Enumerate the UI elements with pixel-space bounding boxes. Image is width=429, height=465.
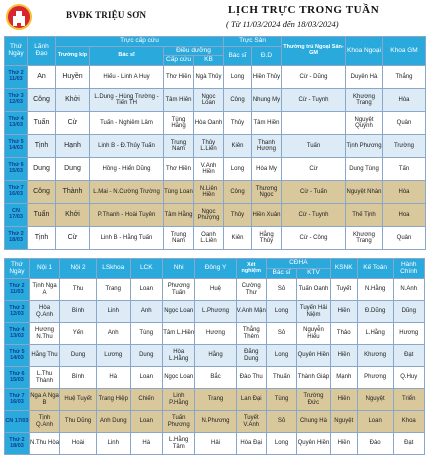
- lanh-dao-cell: Tịnh: [28, 135, 56, 158]
- xet-nghiem-cell: Đăng Dung: [236, 345, 266, 367]
- lskhoa-cell: Hà: [96, 367, 130, 389]
- truong-kip-cell: Huyền: [56, 66, 90, 89]
- san-bac-si-cell: Công: [224, 181, 252, 204]
- table-row: [5, 345, 425, 367]
- nhi-cell: Ngọc Loan: [163, 301, 195, 323]
- bac-si-cell: Tuấn - Nghiêm Lâm: [90, 112, 164, 135]
- header-truong-kip: Trưởng kíp: [56, 47, 90, 66]
- hanh-chinh-cell: Khoa: [393, 411, 424, 433]
- ksnk-cell: Hiền: [330, 389, 357, 411]
- bac-si-cell: Hiếu - Linh A Huy: [90, 66, 164, 89]
- lskhoa-cell: Trang: [96, 279, 130, 301]
- nhi-cell: Tuấn Phương: [163, 411, 195, 433]
- table-row: [5, 301, 425, 323]
- lck-cell: Dung: [130, 345, 162, 367]
- hanh-chinh-cell: N.Anh: [393, 279, 424, 301]
- hanh-chinh-cell: Đạt: [393, 345, 424, 367]
- day-cell: Thứ 2 11/03: [5, 66, 28, 89]
- header-khoa-ngoai: Khoa Ngoại: [346, 37, 383, 66]
- lskhoa-cell: Linh: [96, 301, 130, 323]
- lskhoa-cell: Anh Dung: [96, 411, 130, 433]
- ksnk-cell: Hiền: [330, 433, 357, 455]
- day-cell: CN 17/03: [5, 411, 30, 433]
- khoa-ngoai-cell: Khương Trang: [346, 89, 383, 112]
- noi1-cell: Hòa Q.Anh: [29, 301, 59, 323]
- lanh-dao-cell: Tịnh: [28, 227, 56, 250]
- ke-toan-cell: Đào: [357, 433, 393, 455]
- ksnk-cell: Hiền: [330, 301, 357, 323]
- lskhoa-cell: Anh: [96, 323, 130, 345]
- nhi-cell: Phương Tuấn: [163, 279, 195, 301]
- bac-si-cell: Hồng - Hiển Dũng: [90, 158, 164, 181]
- cdha-bac-si-cell: Long: [266, 433, 296, 455]
- table-row: [5, 112, 426, 135]
- dong-y-cell: Huệ: [195, 279, 236, 301]
- san-bac-si-cell: Long: [224, 158, 252, 181]
- day-cell: Thứ 6 15/03: [5, 367, 30, 389]
- lck-cell: Loan: [130, 367, 162, 389]
- page-title: LỊCH TRỰC TRONG TUẦN: [228, 4, 380, 16]
- hospital-logo: [6, 4, 32, 30]
- day-cell: Thứ 2 18/03: [5, 433, 30, 455]
- ke-toan-cell: Đ.Dũng: [357, 301, 393, 323]
- kb-cell: Thủy L.Liên: [194, 135, 224, 158]
- kb-cell: N.Liên Hiền: [194, 181, 224, 204]
- header-hanh-chinh: Hành Chính: [393, 259, 424, 279]
- san-dd-cell: Nhung My: [252, 89, 282, 112]
- header-san-dd: Đ.D: [252, 47, 282, 66]
- header-lck: LCK: [130, 259, 162, 279]
- bac-si-cell: L.Mai - N.Cường Trường: [90, 181, 164, 204]
- nhi-cell: Hòa L.Hằng: [163, 345, 195, 367]
- header-truc-san: Trực Sản: [224, 37, 282, 47]
- kb-cell: Ngà Thủy: [194, 66, 224, 89]
- ktv-cell: Tuyến Hải Niệm: [297, 301, 331, 323]
- san-dd-cell: Tâm Hiền: [252, 112, 282, 135]
- cdha-bac-si-cell: Sỏ: [266, 323, 296, 345]
- table-row: [5, 389, 425, 411]
- khoa-gm-cell: Hòa: [383, 89, 426, 112]
- day-cell: Thứ 6 15/03: [5, 158, 28, 181]
- xet-nghiem-cell: Lan Đại: [236, 389, 266, 411]
- lck-cell: Loan: [130, 279, 162, 301]
- thuong-tru-cell: Cừ: [282, 158, 346, 181]
- kb-cell: Hòa Oanh: [194, 112, 224, 135]
- ke-toan-cell: N.Hằng: [357, 279, 393, 301]
- kb-cell: V.Anh Hiền: [194, 158, 224, 181]
- truong-kip-cell: Dung: [56, 158, 90, 181]
- noi1-cell: Hằng Thu: [29, 345, 59, 367]
- noi1-cell: Nga A Nga B: [29, 389, 59, 411]
- san-dd-cell: Hằng Thủy: [252, 227, 282, 250]
- truong-kip-cell: Khởi: [56, 204, 90, 227]
- lck-cell: Chiến: [130, 389, 162, 411]
- khoa-gm-cell: Trường: [383, 135, 426, 158]
- khoa-gm-cell: Quân: [383, 227, 426, 250]
- header-cap-cuu: Cấp cứu: [164, 56, 194, 66]
- nhi-cell: Linh P.Hằng: [163, 389, 195, 411]
- header-kb: KB: [194, 56, 224, 66]
- san-bac-si-cell: Thủy: [224, 112, 252, 135]
- duty-table-1: [4, 36, 426, 250]
- thuong-tru-cell: Cừ - Tuấn: [282, 181, 346, 204]
- san-bac-si-cell: Kiên: [224, 135, 252, 158]
- header2-day: Thứ Ngày: [5, 259, 30, 279]
- truong-kip-cell: Thành: [56, 181, 90, 204]
- header-truc-cap-cuu: Trực cấp cứu: [56, 37, 224, 47]
- khoa-gm-cell: Hoa: [383, 204, 426, 227]
- ktv-cell: Nguyễn Hiếu: [297, 323, 331, 345]
- ksnk-cell: Tuyết: [330, 279, 357, 301]
- cap-cuu-cell: Trung Nam: [164, 135, 194, 158]
- thuong-tru-cell: Cừ - Dũng: [282, 66, 346, 89]
- page-subtitle: ( Từ 11/03/2024 đến 18/03/2024): [226, 19, 339, 29]
- ktv-cell: Trường Đức: [297, 389, 331, 411]
- table-row: [5, 227, 426, 250]
- header: [0, 0, 429, 36]
- lskhoa-cell: Trang Hiệp: [96, 389, 130, 411]
- hanh-chinh-cell: Hương: [393, 323, 424, 345]
- lanh-dao-cell: Tuấn: [28, 112, 56, 135]
- ke-toan-cell: Khương: [357, 345, 393, 367]
- cap-cuu-cell: Tâm Hằng: [164, 204, 194, 227]
- nhi-cell: Ngọc Loan: [163, 367, 195, 389]
- table-row: [5, 433, 425, 455]
- san-dd-cell: Thương Ngọc: [252, 181, 282, 204]
- day-cell: CN 17/03: [5, 204, 28, 227]
- day-cell: Thứ 3 12/03: [5, 301, 30, 323]
- table-row: [5, 367, 425, 389]
- lskhoa-cell: Linh: [96, 433, 130, 455]
- noi1-cell: Hương N.Thu: [29, 323, 59, 345]
- header-dieu-duong: Điều dưỡng: [164, 47, 224, 56]
- nhi-cell: Tâm L.Hiền: [163, 323, 195, 345]
- day-cell: Thứ 4 13/03: [5, 323, 30, 345]
- lck-cell: Anh: [130, 301, 162, 323]
- cap-cuu-cell: Tùng Loan: [164, 181, 194, 204]
- xet-nghiem-cell: Hòa Đại: [236, 433, 266, 455]
- table-row: [5, 158, 426, 181]
- cdha-bac-si-cell: Thuấn: [266, 367, 296, 389]
- day-cell: Thứ 2 18/03: [5, 227, 28, 250]
- dong-y-cell: Hương: [195, 323, 236, 345]
- noi2-cell: Dung: [60, 345, 97, 367]
- khoa-gm-cell: Hòa: [383, 181, 426, 204]
- dong-y-cell: Trang: [195, 389, 236, 411]
- header-cdha: CĐHA: [266, 259, 330, 269]
- noi2-cell: Bình: [60, 367, 97, 389]
- lanh-dao-cell: An: [28, 66, 56, 89]
- cdha-bac-si-cell: Sỏ: [266, 279, 296, 301]
- ktv-cell: Tuấn Oanh: [297, 279, 331, 301]
- lanh-dao-cell: Tuấn: [28, 204, 56, 227]
- header-day: Thứ Ngày: [5, 37, 28, 66]
- header-lskhoa: LSkhoa: [96, 259, 130, 279]
- table-row: [5, 204, 426, 227]
- header-nhi: Nhi: [163, 259, 195, 279]
- dong-y-cell: L.Phương: [195, 301, 236, 323]
- xet-nghiem-cell: Thắng Thêm: [236, 323, 266, 345]
- ktv-cell: Thành Giáp: [297, 367, 331, 389]
- ke-toan-cell: Loan: [357, 411, 393, 433]
- lck-cell: Tùng: [130, 323, 162, 345]
- kb-cell: Ngọc Loan: [194, 89, 224, 112]
- table-row: [5, 323, 425, 345]
- khoa-ngoai-cell: Nguyệt Nhàn: [346, 181, 383, 204]
- table-row: [5, 66, 426, 89]
- lanh-dao-cell: Công: [28, 181, 56, 204]
- khoa-ngoai-cell: Tịnh Phương: [346, 135, 383, 158]
- dong-y-cell: N.Phương: [195, 411, 236, 433]
- header-thuong-tru: Thường trú Ngoại Sản-GM: [282, 37, 346, 66]
- san-dd-cell: Hòa My: [252, 158, 282, 181]
- day-cell: Thứ 7 16/03: [5, 181, 28, 204]
- ksnk-cell: Hiền: [330, 345, 357, 367]
- noi1-cell: L.Thu Thành: [29, 367, 59, 389]
- san-bac-si-cell: Thủy: [224, 204, 252, 227]
- ke-toan-cell: L.Hằng: [357, 323, 393, 345]
- ke-toan-cell: Nguyệt: [357, 389, 393, 411]
- khoa-gm-cell: Thắng: [383, 66, 426, 89]
- header-ke-toan: Kế Toán: [357, 259, 393, 279]
- lanh-dao-cell: Công: [28, 89, 56, 112]
- bac-si-cell: Linh B - Hằng Tuấn: [90, 227, 164, 250]
- truong-kip-cell: Cừ: [56, 112, 90, 135]
- table-row: [5, 181, 426, 204]
- kb-cell: Ngọc Phượng: [194, 204, 224, 227]
- ksnk-cell: Thảo: [330, 323, 357, 345]
- header-ksnk: KSNK: [330, 259, 357, 279]
- hanh-chinh-cell: Dũng: [393, 301, 424, 323]
- noi1-cell: Tịnh Q.Anh: [29, 411, 59, 433]
- cap-cuu-cell: Tùng Hằng: [164, 112, 194, 135]
- kb-cell: Oanh L.Liên: [194, 227, 224, 250]
- xet-nghiem-cell: Đào Thu: [236, 367, 266, 389]
- san-bac-si-cell: Công: [224, 89, 252, 112]
- thuong-tru-cell: Cừ - Công: [282, 227, 346, 250]
- san-bac-si-cell: Kiên: [224, 227, 252, 250]
- ksnk-cell: Nguyệt: [330, 411, 357, 433]
- cdha-bac-si-cell: Tùng: [266, 389, 296, 411]
- san-dd-cell: Hiền Thủy: [252, 66, 282, 89]
- cdha-bac-si-cell: Long: [266, 301, 296, 323]
- header-noi1: Nội 1: [29, 259, 59, 279]
- dong-y-cell: Bắc: [195, 367, 236, 389]
- truong-kip-cell: Cừ: [56, 227, 90, 250]
- noi2-cell: Yến: [60, 323, 97, 345]
- cap-cuu-cell: Thơ Hiền: [164, 158, 194, 181]
- dong-y-cell: Hải: [195, 433, 236, 455]
- day-cell: Thứ 4 13/03: [5, 112, 28, 135]
- header-ktv: KTV: [297, 269, 331, 279]
- san-dd-cell: Thanh Hương: [252, 135, 282, 158]
- thuong-tru-cell: [282, 112, 346, 135]
- lskhoa-cell: Lương: [96, 345, 130, 367]
- table-row: [5, 279, 425, 301]
- hanh-chinh-cell: Q.Huy: [393, 367, 424, 389]
- lck-cell: Hà: [130, 433, 162, 455]
- cap-cuu-cell: Thơ Hiền: [164, 66, 194, 89]
- header-cdha-bac-si: Bác sĩ: [266, 269, 296, 279]
- bac-si-cell: P.Thanh - Hoài Tuyên: [90, 204, 164, 227]
- bac-si-cell: L.Dung - Hùng Trường - Tiến TH: [90, 89, 164, 112]
- xet-nghiem-cell: V.Anh Mận: [236, 301, 266, 323]
- header-bac-si: Bác sĩ: [90, 47, 164, 66]
- bac-si-cell: Linh B - Đ.Thủy Tuấn: [90, 135, 164, 158]
- header-xet-nghiem: Xét nghiệm: [236, 259, 266, 279]
- header-noi2: Nội 2: [60, 259, 97, 279]
- khoa-gm-cell: Tấn: [383, 158, 426, 181]
- lck-cell: Loan: [130, 411, 162, 433]
- thuong-tru-cell: Cừ - Tuynh: [282, 204, 346, 227]
- cdha-bac-si-cell: Sỏ: [266, 411, 296, 433]
- hanh-chinh-cell: Triển: [393, 389, 424, 411]
- noi2-cell: Thu: [60, 279, 97, 301]
- khoa-ngoai-cell: Nguyệt Quỳnh: [346, 112, 383, 135]
- noi2-cell: Huệ Tuyết: [60, 389, 97, 411]
- header-san-bac-si: Bác sĩ: [224, 47, 252, 66]
- ksnk-cell: Mạnh: [330, 367, 357, 389]
- cap-cuu-cell: Trung Nam: [164, 227, 194, 250]
- noi2-cell: Bình: [60, 301, 97, 323]
- day-cell: Thứ 5 14/03: [5, 135, 28, 158]
- table-row: [5, 411, 425, 433]
- thuong-tru-cell: Cừ - Tuynh: [282, 89, 346, 112]
- xet-nghiem-cell: Cường Thư: [236, 279, 266, 301]
- day-cell: Thứ 5 14/03: [5, 345, 30, 367]
- khoa-ngoai-cell: Thế Tịnh: [346, 204, 383, 227]
- day-cell: Thứ 2 11/03: [5, 279, 30, 301]
- ktv-cell: Chung Hà: [297, 411, 331, 433]
- hanh-chinh-cell: Đạt: [393, 433, 424, 455]
- noi2-cell: Thu Dũng: [60, 411, 97, 433]
- header-lanh-dao: Lãnh Đạo: [28, 37, 56, 66]
- san-dd-cell: Hiền Xuân: [252, 204, 282, 227]
- khoa-ngoai-cell: Duyên Hà: [346, 66, 383, 89]
- noi1-cell: Tịnh Nga A: [29, 279, 59, 301]
- san-bac-si-cell: Long: [224, 66, 252, 89]
- noi1-cell: N.Thu Hòa: [29, 433, 59, 455]
- cdha-bac-si-cell: Long: [266, 345, 296, 367]
- table-row: [5, 135, 426, 158]
- cap-cuu-cell: Tâm Hiên: [164, 89, 194, 112]
- khoa-ngoai-cell: Dung Tùng: [346, 158, 383, 181]
- thuong-tru-cell: Tuấn: [282, 135, 346, 158]
- day-cell: Thứ 7 16/03: [5, 389, 30, 411]
- hospital-name: BVĐK TRIỆU SƠN: [66, 10, 147, 20]
- dong-y-cell: Hằng: [195, 345, 236, 367]
- truong-kip-cell: Hạnh: [56, 135, 90, 158]
- ktv-cell: Quyên Hiền: [297, 345, 331, 367]
- truong-kip-cell: Khởi: [56, 89, 90, 112]
- day-cell: Thứ 3 12/03: [5, 89, 28, 112]
- header-dong-y: Đông Y: [195, 259, 236, 279]
- noi2-cell: Hoài: [60, 433, 97, 455]
- xet-nghiem-cell: Tuyết V.Anh: [236, 411, 266, 433]
- ke-toan-cell: Phương: [357, 367, 393, 389]
- khoa-ngoai-cell: Khương Trang: [346, 227, 383, 250]
- nhi-cell: L.Hằng Tâm: [163, 433, 195, 455]
- table-row: [5, 89, 426, 112]
- ktv-cell: Quyên Hiền: [297, 433, 331, 455]
- header-khoa-gm: Khoa GM: [383, 37, 426, 66]
- khoa-gm-cell: Quân: [383, 112, 426, 135]
- duty-table-2: [4, 258, 425, 455]
- lanh-dao-cell: Dung: [28, 158, 56, 181]
